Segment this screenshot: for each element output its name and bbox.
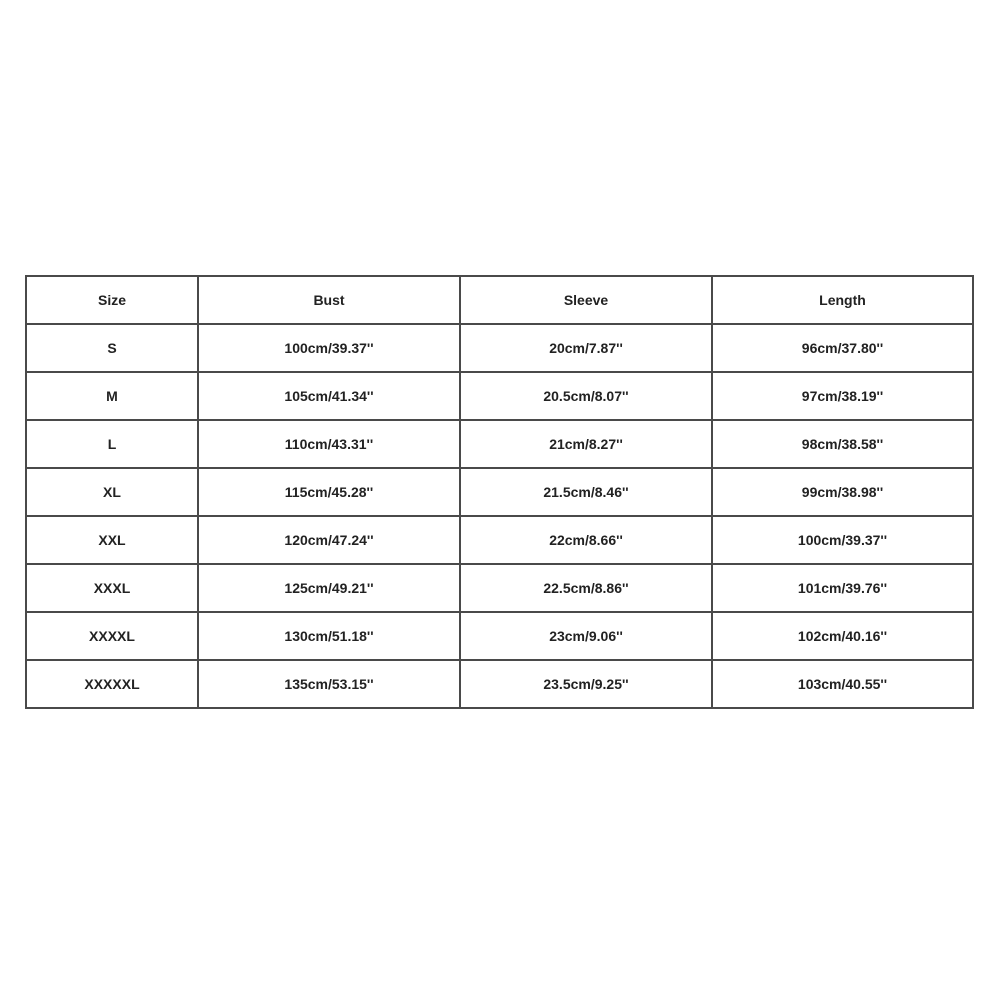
cell-size: L xyxy=(26,420,198,468)
header-size: Size xyxy=(26,276,198,324)
cell-sleeve: 22cm/8.66'' xyxy=(460,516,712,564)
cell-length: 99cm/38.98'' xyxy=(712,468,973,516)
cell-length: 101cm/39.76'' xyxy=(712,564,973,612)
table-row xyxy=(26,420,973,468)
cell-bust: 105cm/41.34'' xyxy=(198,372,460,420)
cell-size: XXXL xyxy=(26,564,198,612)
cell-size: XXL xyxy=(26,516,198,564)
cell-bust: 125cm/49.21'' xyxy=(198,564,460,612)
cell-bust: 110cm/43.31'' xyxy=(198,420,460,468)
cell-bust: 100cm/39.37'' xyxy=(198,324,460,372)
table-row xyxy=(26,660,973,708)
cell-size: XL xyxy=(26,468,198,516)
cell-size: S xyxy=(26,324,198,372)
cell-sleeve: 21.5cm/8.46'' xyxy=(460,468,712,516)
header-sleeve: Sleeve xyxy=(460,276,712,324)
cell-size: XXXXL xyxy=(26,612,198,660)
size-chart-table xyxy=(25,275,974,709)
cell-length: 97cm/38.19'' xyxy=(712,372,973,420)
cell-length: 103cm/40.55'' xyxy=(712,660,973,708)
cell-length: 100cm/39.37'' xyxy=(712,516,973,564)
cell-length: 102cm/40.16'' xyxy=(712,612,973,660)
table-row xyxy=(26,516,973,564)
cell-sleeve: 23cm/9.06'' xyxy=(460,612,712,660)
cell-size: XXXXXL xyxy=(26,660,198,708)
cell-length: 98cm/38.58'' xyxy=(712,420,973,468)
table-row xyxy=(26,372,973,420)
cell-sleeve: 20cm/7.87'' xyxy=(460,324,712,372)
cell-length: 96cm/37.80'' xyxy=(712,324,973,372)
table-row xyxy=(26,468,973,516)
cell-bust: 130cm/51.18'' xyxy=(198,612,460,660)
table-header-row xyxy=(26,276,973,324)
cell-sleeve: 20.5cm/8.07'' xyxy=(460,372,712,420)
cell-sleeve: 22.5cm/8.86'' xyxy=(460,564,712,612)
table-row xyxy=(26,324,973,372)
cell-sleeve: 23.5cm/9.25'' xyxy=(460,660,712,708)
header-length: Length xyxy=(712,276,973,324)
header-bust: Bust xyxy=(198,276,460,324)
cell-size: M xyxy=(26,372,198,420)
table-row xyxy=(26,564,973,612)
cell-bust: 115cm/45.28'' xyxy=(198,468,460,516)
table-row xyxy=(26,612,973,660)
cell-sleeve: 21cm/8.27'' xyxy=(460,420,712,468)
cell-bust: 135cm/53.15'' xyxy=(198,660,460,708)
cell-bust: 120cm/47.24'' xyxy=(198,516,460,564)
